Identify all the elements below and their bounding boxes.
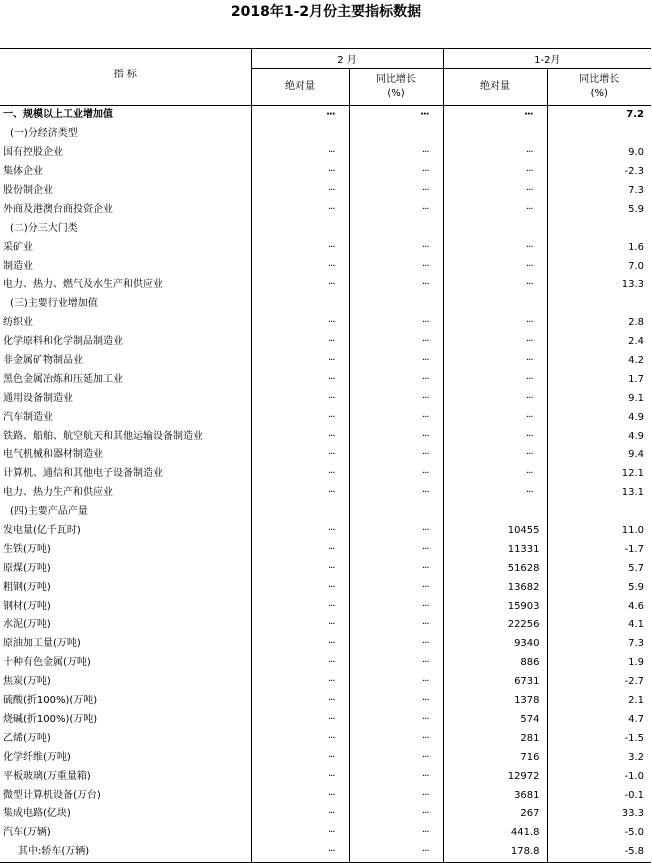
row-label: 粗钢(万吨) — [3, 581, 51, 593]
row-label: 乙烯(万吨) — [3, 732, 51, 744]
janfeb-yoy-cell: 5.9 — [547, 578, 651, 597]
row-label: (四)主要产品产量 — [10, 506, 88, 518]
table-row — [0, 767, 651, 786]
feb-yoy-cell: ··· — [349, 540, 443, 559]
janfeb-yoy-cell — [547, 219, 651, 238]
janfeb-absolute-cell: ··· — [443, 484, 547, 503]
indicator-table — [0, 48, 651, 863]
row-label: 其中:轿车(万辆) — [0, 843, 251, 862]
janfeb-yoy-cell: -2.3 — [547, 163, 651, 182]
feb-yoy-cell: ··· — [349, 748, 443, 767]
row-label: 生铁(万吨) — [3, 543, 51, 555]
period-feb-header: 2 月 — [251, 49, 443, 69]
janfeb-yoy-cell: 1.9 — [547, 654, 651, 673]
feb-yoy-cell: ··· — [349, 635, 443, 654]
table-row — [0, 106, 651, 125]
table-row — [0, 163, 651, 182]
janfeb-yoy-cell: -5.8 — [547, 843, 651, 862]
janfeb-yoy-cell: 7.3 — [547, 635, 651, 654]
feb-absolute-cell: ··· — [251, 786, 349, 805]
feb-absolute-cell: ··· — [251, 522, 349, 541]
feb-yoy-cell: ··· — [349, 843, 443, 862]
table-row — [0, 144, 651, 163]
feb-absolute-cell: ··· — [251, 276, 349, 295]
janfeb-absolute-cell: 22256 — [443, 616, 547, 635]
feb-absolute-cell: ··· — [251, 767, 349, 786]
table-row — [0, 616, 651, 635]
janfeb-absolute-cell: 178.8 — [443, 843, 547, 862]
row-label: (二)分三大门类 — [10, 222, 78, 234]
feb-absolute-cell: ··· — [251, 805, 349, 824]
janfeb-yoy-cell — [547, 503, 651, 522]
feb-yoy-cell: ··· — [349, 559, 443, 578]
feb-yoy-cell: ··· — [349, 163, 443, 182]
feb-absolute-cell: ··· — [251, 465, 349, 484]
feb-absolute-cell: ··· — [251, 578, 349, 597]
feb-absolute-cell: ··· — [251, 257, 349, 276]
feb-yoy-cell: ··· — [349, 314, 443, 333]
feb-absolute-cell: ··· — [251, 597, 349, 616]
table-row — [0, 692, 651, 711]
feb-yoy-cell: ··· — [349, 238, 443, 257]
table-row — [0, 333, 651, 352]
janfeb-absolute-cell: ··· — [443, 370, 547, 389]
janfeb-yoy-cell: 1.7 — [547, 370, 651, 389]
janfeb-absolute-cell: 10455 — [443, 522, 547, 541]
janfeb-absolute-cell: ··· — [443, 144, 547, 163]
table-row — [0, 748, 651, 767]
feb-yoy-cell: ··· — [349, 805, 443, 824]
feb-absolute-cell: ··· — [251, 389, 349, 408]
row-label: 纺织业 — [3, 317, 33, 329]
janfeb-yoy-cell: -0.1 — [547, 786, 651, 805]
feb-yoy-cell: ··· — [349, 729, 443, 748]
table-row — [0, 578, 651, 597]
feb-absolute-cell: ··· — [251, 106, 349, 125]
row-label: 外商及港澳台商投资企业 — [3, 203, 113, 215]
row-label: 制造业 — [3, 260, 33, 272]
feb-yoy-cell: ··· — [349, 427, 443, 446]
feb-yoy-cell: ··· — [349, 692, 443, 711]
table-body — [0, 106, 651, 863]
feb-absolute-cell: ··· — [251, 408, 349, 427]
janfeb-yoy-cell: -1.5 — [547, 729, 651, 748]
feb-absolute-cell: ··· — [251, 427, 349, 446]
yoy-header-janfeb: 同比增长 (%) — [547, 69, 651, 106]
janfeb-yoy-cell: 4.9 — [547, 427, 651, 446]
table-row — [0, 352, 651, 371]
row-label: 集体企业 — [3, 166, 43, 178]
janfeb-absolute-cell: 267 — [443, 805, 547, 824]
feb-absolute-cell: ··· — [251, 352, 349, 371]
janfeb-yoy-cell: 1.6 — [547, 238, 651, 257]
row-label: 十种有色金属(万吨) — [3, 657, 91, 669]
feb-absolute-cell: ··· — [251, 635, 349, 654]
table-row — [0, 427, 651, 446]
janfeb-yoy-cell: 13.1 — [547, 484, 651, 503]
janfeb-yoy-cell: 2.1 — [547, 692, 651, 711]
feb-absolute-cell: ··· — [251, 144, 349, 163]
table-row — [0, 503, 651, 522]
janfeb-yoy-cell — [547, 125, 651, 144]
janfeb-absolute-cell: 6731 — [443, 673, 547, 692]
feb-yoy-cell: ··· — [349, 824, 443, 843]
feb-absolute-cell — [251, 295, 349, 314]
feb-yoy-cell: ··· — [349, 408, 443, 427]
absolute-header-janfeb: 绝对量 — [443, 69, 547, 106]
row-label: 集成电路(亿块) — [3, 808, 71, 820]
row-label: 汽车(万辆) — [3, 827, 51, 839]
table-row — [0, 238, 651, 257]
janfeb-absolute-cell: ··· — [443, 276, 547, 295]
feb-absolute-cell: ··· — [251, 748, 349, 767]
table-row — [0, 540, 651, 559]
janfeb-absolute-cell — [443, 295, 547, 314]
janfeb-yoy-cell: -1.0 — [547, 767, 651, 786]
table-row — [0, 786, 651, 805]
janfeb-yoy-cell: 7.2 — [547, 106, 651, 125]
janfeb-yoy-cell: -1.7 — [547, 540, 651, 559]
table-row — [0, 559, 651, 578]
row-label: 电力、热力、燃气及水生产和供应业 — [3, 279, 163, 291]
feb-yoy-cell — [349, 295, 443, 314]
janfeb-yoy-cell: 5.9 — [547, 200, 651, 219]
feb-yoy-cell: ··· — [349, 522, 443, 541]
feb-yoy-cell: ··· — [349, 370, 443, 389]
row-label: (三)主要行业增加值 — [10, 298, 98, 310]
janfeb-absolute-cell: 13682 — [443, 578, 547, 597]
janfeb-yoy-cell — [547, 295, 651, 314]
row-label: 硫酸(折100%)(万吨) — [3, 695, 98, 707]
feb-absolute-cell: ··· — [251, 200, 349, 219]
janfeb-yoy-cell: 7.3 — [547, 182, 651, 201]
janfeb-absolute-cell — [443, 219, 547, 238]
row-label: 电气机械和器材制造业 — [3, 449, 103, 461]
janfeb-absolute-cell: 15903 — [443, 597, 547, 616]
yoy-header-feb: 同比增长 (%) — [349, 69, 443, 106]
janfeb-absolute-cell: 9340 — [443, 635, 547, 654]
feb-yoy-cell: ··· — [349, 182, 443, 201]
table-row — [0, 219, 651, 238]
table-row — [0, 125, 651, 144]
table-row — [0, 824, 651, 843]
feb-yoy-cell: ··· — [349, 484, 443, 503]
janfeb-yoy-cell: 4.6 — [547, 597, 651, 616]
row-label: 焦炭(万吨) — [3, 676, 51, 688]
row-label: 化学纤维(万吨) — [3, 751, 71, 763]
row-label: 黑色金属冶炼和压延加工业 — [3, 373, 123, 385]
feb-absolute-cell: ··· — [251, 824, 349, 843]
janfeb-yoy-cell: -2.7 — [547, 673, 651, 692]
janfeb-absolute-cell: 281 — [443, 729, 547, 748]
table-row — [0, 182, 651, 201]
table-row — [0, 805, 651, 824]
feb-yoy-cell: ··· — [349, 257, 443, 276]
feb-absolute-cell: ··· — [251, 559, 349, 578]
janfeb-yoy-cell: 7.0 — [547, 257, 651, 276]
feb-absolute-cell — [251, 125, 349, 144]
period-janfeb-header: 1-2月 — [443, 49, 651, 69]
feb-yoy-cell — [349, 503, 443, 522]
janfeb-yoy-cell: 4.1 — [547, 616, 651, 635]
table-row — [0, 446, 651, 465]
page-title: 2018年1-2月份主要指标数据 — [230, 4, 422, 20]
row-label: 铁路、船舶、航空航天和其他运输设备制造业 — [3, 430, 203, 442]
row-label: 通用设备制造业 — [3, 392, 73, 404]
janfeb-yoy-cell: 3.2 — [547, 748, 651, 767]
feb-yoy-cell: ··· — [349, 597, 443, 616]
table-row — [0, 389, 651, 408]
janfeb-yoy-cell: 12.1 — [547, 465, 651, 484]
feb-yoy-cell: ··· — [349, 276, 443, 295]
feb-yoy-cell: ··· — [349, 333, 443, 352]
janfeb-yoy-cell: 2.4 — [547, 333, 651, 352]
table-row — [0, 711, 651, 730]
janfeb-yoy-cell: 33.3 — [547, 805, 651, 824]
table-row — [0, 200, 651, 219]
janfeb-yoy-cell: 2.8 — [547, 314, 651, 333]
janfeb-absolute-cell — [443, 503, 547, 522]
janfeb-absolute-cell: ··· — [443, 446, 547, 465]
row-label: 股份制企业 — [3, 185, 53, 196]
table-row — [0, 597, 651, 616]
row-label: 非金属矿物制品业 — [3, 355, 83, 367]
janfeb-yoy-cell: 13.3 — [547, 276, 651, 295]
janfeb-yoy-cell: 4.2 — [547, 352, 651, 371]
feb-absolute-cell: ··· — [251, 370, 349, 389]
table-row — [0, 370, 651, 389]
janfeb-yoy-cell: 4.9 — [547, 408, 651, 427]
feb-absolute-cell: ··· — [251, 333, 349, 352]
feb-yoy-cell: ··· — [349, 578, 443, 597]
janfeb-absolute-cell: ··· — [443, 238, 547, 257]
janfeb-yoy-cell: 11.0 — [547, 522, 651, 541]
janfeb-absolute-cell — [443, 125, 547, 144]
table-row — [0, 522, 651, 541]
feb-absolute-cell: ··· — [251, 484, 349, 503]
janfeb-absolute-cell: 3681 — [443, 786, 547, 805]
feb-absolute-cell: ··· — [251, 616, 349, 635]
feb-yoy-cell: ··· — [349, 767, 443, 786]
feb-yoy-cell — [349, 219, 443, 238]
janfeb-absolute-cell: ··· — [443, 257, 547, 276]
row-label: 电力、热力生产和供应业 — [3, 487, 113, 499]
feb-yoy-cell: ··· — [349, 616, 443, 635]
janfeb-absolute-cell: ··· — [443, 427, 547, 446]
table-row — [0, 635, 651, 654]
janfeb-yoy-cell: -5.0 — [547, 824, 651, 843]
feb-absolute-cell — [251, 219, 349, 238]
feb-absolute-cell: ··· — [251, 711, 349, 730]
janfeb-absolute-cell: ··· — [443, 182, 547, 201]
row-label: 汽车制造业 — [3, 411, 53, 423]
janfeb-absolute-cell: ··· — [443, 163, 547, 182]
janfeb-absolute-cell: ··· — [443, 200, 547, 219]
table-row — [0, 484, 651, 503]
indicator-header: 指 标 — [0, 69, 251, 106]
janfeb-absolute-cell: ··· — [443, 106, 547, 125]
feb-absolute-cell — [251, 503, 349, 522]
row-label: 水泥(万吨) — [3, 619, 51, 631]
feb-absolute-cell: ··· — [251, 654, 349, 673]
janfeb-absolute-cell: 11331 — [443, 540, 547, 559]
feb-yoy-cell: ··· — [349, 144, 443, 163]
feb-yoy-cell: ··· — [349, 673, 443, 692]
feb-yoy-cell — [349, 125, 443, 144]
table-row — [0, 408, 651, 427]
absolute-header-feb: 绝对量 — [251, 69, 349, 106]
row-label: 微型计算机设备(万台) — [3, 789, 101, 801]
row-label: 原油加工量(万吨) — [3, 638, 81, 650]
feb-absolute-cell: ··· — [251, 163, 349, 182]
janfeb-absolute-cell: ··· — [443, 389, 547, 408]
janfeb-absolute-cell: ··· — [443, 314, 547, 333]
row-label: 计算机、通信和其他电子设备制造业 — [3, 468, 163, 480]
table-row — [0, 843, 651, 862]
janfeb-absolute-cell: 12972 — [443, 767, 547, 786]
janfeb-yoy-cell: 4.7 — [547, 711, 651, 730]
janfeb-absolute-cell: 716 — [443, 748, 547, 767]
janfeb-absolute-cell: 1378 — [443, 692, 547, 711]
janfeb-yoy-cell: 5.7 — [547, 559, 651, 578]
feb-absolute-cell: ··· — [251, 446, 349, 465]
row-label: 采矿业 — [3, 241, 33, 253]
janfeb-yoy-cell: 9.4 — [547, 446, 651, 465]
janfeb-yoy-cell: 9.0 — [547, 144, 651, 163]
feb-yoy-cell: ··· — [349, 389, 443, 408]
feb-absolute-cell: ··· — [251, 314, 349, 333]
row-label: 化学原料和化学制品制造业 — [3, 336, 123, 348]
feb-yoy-cell: ··· — [349, 786, 443, 805]
feb-yoy-cell: ··· — [349, 711, 443, 730]
row-label: 原煤(万吨) — [3, 562, 51, 574]
row-label: 发电量(亿千瓦时) — [3, 525, 81, 537]
janfeb-absolute-cell: 886 — [443, 654, 547, 673]
table-row — [0, 465, 651, 484]
table-header — [0, 49, 651, 106]
feb-yoy-cell: ··· — [349, 465, 443, 484]
janfeb-yoy-cell: 9.1 — [547, 389, 651, 408]
table-row — [0, 673, 651, 692]
feb-absolute-cell: ··· — [251, 238, 349, 257]
feb-absolute-cell: ··· — [251, 673, 349, 692]
janfeb-absolute-cell: 51628 — [443, 559, 547, 578]
janfeb-absolute-cell: 441.8 — [443, 824, 547, 843]
row-label: (一)分经济类型 — [10, 128, 78, 140]
feb-absolute-cell: ··· — [251, 843, 349, 862]
row-label: 烧碱(折100%)(万吨) — [3, 713, 98, 725]
indicator-header-top — [0, 49, 251, 69]
feb-yoy-cell: ··· — [349, 654, 443, 673]
row-label: 钢材(万吨) — [3, 600, 51, 612]
table-row — [0, 276, 651, 295]
table-row — [0, 654, 651, 673]
row-label: 国有控股企业 — [3, 147, 63, 159]
feb-absolute-cell: ··· — [251, 540, 349, 559]
janfeb-absolute-cell: ··· — [443, 465, 547, 484]
janfeb-absolute-cell: ··· — [443, 333, 547, 352]
feb-absolute-cell: ··· — [251, 182, 349, 201]
feb-yoy-cell: ··· — [349, 200, 443, 219]
row-label: 一、规模以上工业增加值 — [3, 109, 113, 121]
table-row — [0, 729, 651, 748]
table-row — [0, 314, 651, 333]
feb-yoy-cell: ··· — [349, 106, 443, 125]
janfeb-absolute-cell: ··· — [443, 408, 547, 427]
feb-yoy-cell: ··· — [349, 352, 443, 371]
table-row — [0, 295, 651, 314]
feb-absolute-cell: ··· — [251, 692, 349, 711]
janfeb-absolute-cell: 574 — [443, 711, 547, 730]
table-row — [0, 257, 651, 276]
feb-absolute-cell: ··· — [251, 729, 349, 748]
row-label: 平板玻璃(万重量箱) — [3, 770, 91, 782]
feb-yoy-cell: ··· — [349, 446, 443, 465]
janfeb-absolute-cell: ··· — [443, 352, 547, 371]
